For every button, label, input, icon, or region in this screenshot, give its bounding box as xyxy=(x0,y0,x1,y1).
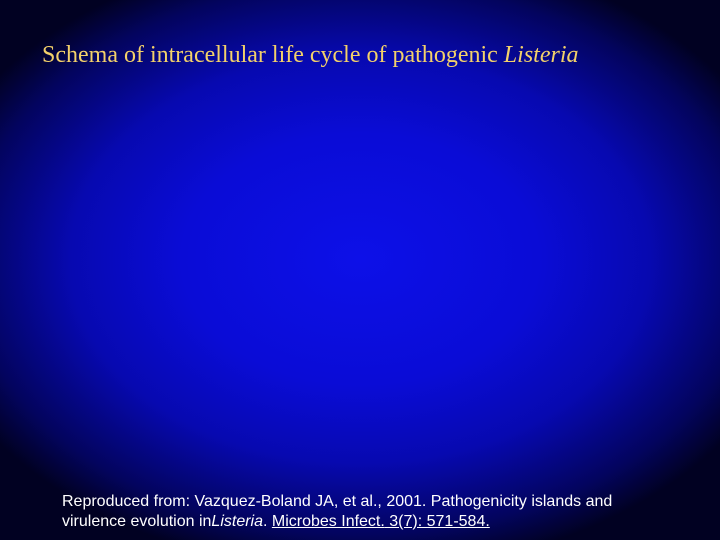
slide-title-italic: Listeria xyxy=(503,42,579,68)
citation xyxy=(62,492,702,532)
citation-volume-link[interactable]: 3(7): 571-584. xyxy=(384,513,490,530)
slide-title-text: Schema of intracellular life cycle of pathogenic xyxy=(42,42,504,68)
citation-line-2-prefix: virulence evolution in xyxy=(62,513,212,530)
citation-line-1: Reproduced from: Vazquez-Boland JA, et al., 2001. Pathogenicity islands and xyxy=(62,493,613,510)
citation-line-2-italic: Listeria xyxy=(211,513,263,530)
slide-title xyxy=(42,40,702,70)
citation-separator: . xyxy=(263,513,272,530)
citation-journal-link[interactable]: Microbes Infect. xyxy=(271,513,385,530)
